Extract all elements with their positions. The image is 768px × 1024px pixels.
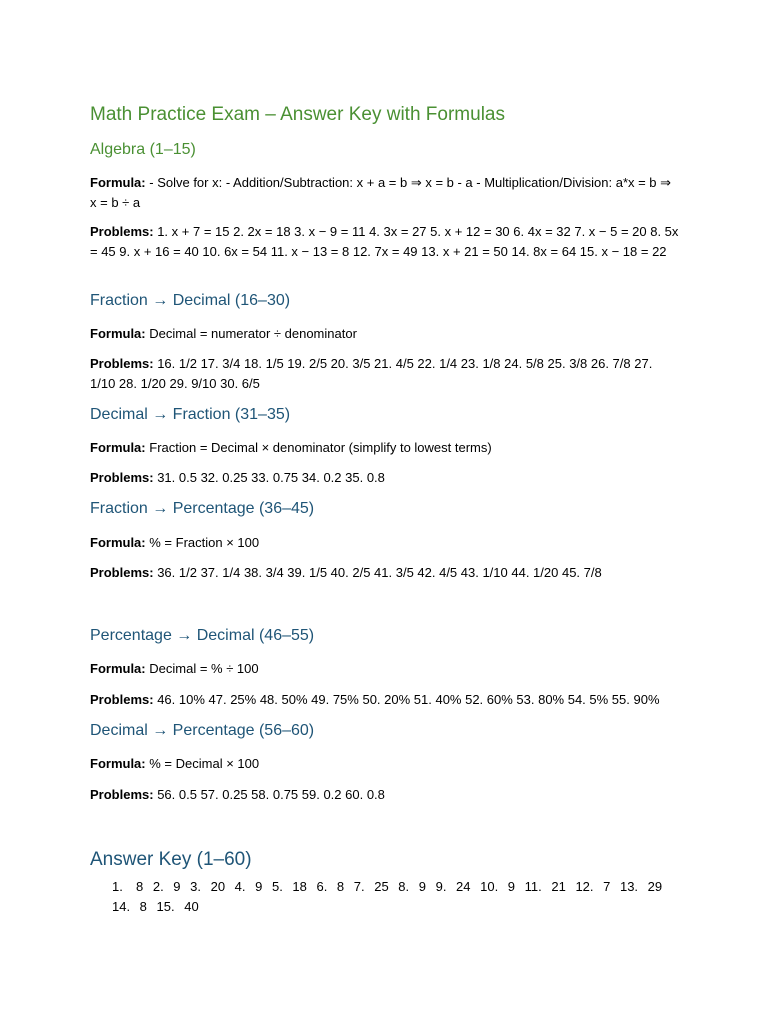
formula-label: Formula: [90, 756, 146, 771]
answer-key-heading: Answer Key (1–60) [90, 849, 252, 870]
section-heading-algebra: Algebra (1–15) [90, 141, 196, 158]
section-heading-decimal-percentage: Decimal → Percentage (56–60) [90, 722, 315, 739]
fraction-decimal-formula [90, 324, 680, 344]
problems-text: 31. 0.5 32. 0.25 33. 0.75 34. 0.2 35. 0.8 [157, 470, 385, 485]
decimal-fraction-formula [90, 438, 680, 458]
formula-text: % = Fraction × 100 [149, 535, 260, 550]
percentage-decimal-problems [90, 690, 680, 710]
formula-text: Fraction = Decimal × denominator (simplify to lowest terms) [149, 440, 492, 455]
section-heading-fraction-decimal: Fraction → Decimal (16–30) [90, 292, 291, 309]
decimal-percentage-formula [90, 754, 680, 774]
answer-key-text: 8 2. 9 3. 20 4. 9 5. 18 6. 8 7. 25 8. 9 9. 24 10. 9 11. 21 12. 7 13. 29 14. 8 15. 40 [112, 879, 663, 914]
list-marker: 1. [112, 879, 123, 894]
formula-text: Decimal = % ÷ 100 [149, 661, 259, 676]
problems-label: Problems: [90, 565, 154, 580]
problems-label: Problems: [90, 692, 154, 707]
formula-label: Formula: [90, 661, 146, 676]
section-heading-decimal-fraction: Decimal → Fraction (31–35) [90, 406, 291, 423]
problems-label: Problems: [90, 356, 154, 371]
problems-label: Problems: [90, 470, 154, 485]
percentage-decimal-formula [90, 659, 680, 679]
answer-key-list [112, 877, 672, 917]
formula-label: Formula: [90, 535, 146, 550]
decimal-fraction-problems [90, 468, 680, 488]
fraction-decimal-problems [90, 354, 680, 394]
algebra-formula [90, 173, 680, 213]
formula-label: Formula: [90, 175, 146, 190]
formula-label: Formula: [90, 326, 146, 341]
problems-text: 36. 1/2 37. 1/4 38. 3/4 39. 1/5 40. 2/5 41. 3/5 42. 4/5 43. 1/10 44. 1/20 45. 7/8 [157, 565, 602, 580]
fraction-percentage-formula [90, 533, 680, 553]
formula-text: - Solve for x: - Addition/Subtraction: x + a = b ⇒ x = b - a - Multiplication/Division: a*x = b ⇒ x = b ÷ a [90, 175, 672, 210]
document-title: Math Practice Exam – Answer Key with Formulas [90, 104, 505, 125]
fraction-percentage-problems [90, 563, 680, 583]
list-item [112, 877, 672, 917]
problems-text: 16. 1/2 17. 3/4 18. 1/5 19. 2/5 20. 3/5 21. 4/5 22. 1/4 23. 1/8 24. 5/8 25. 3/8 26. 7/8 27. 1/10 28. 1/20 29. 9/10 30. 6/5 [90, 356, 653, 391]
formula-text: % = Decimal × 100 [149, 756, 260, 771]
decimal-percentage-problems [90, 785, 680, 805]
formula-label: Formula: [90, 440, 146, 455]
section-heading-percentage-decimal: Percentage → Decimal (46–55) [90, 627, 315, 644]
problems-text: 1. x + 7 = 15 2. 2x = 18 3. x − 9 = 11 4. 3x = 27 5. x + 12 = 30 6. 4x = 32 7. x − 5 = 20 8. 5x = 45 9. x + 16 = 40 10. 6x = 54 11. x − 13 = 8 12. 7x = 49 13. x + 21 = 50 14. 8x = 64 15. x − 18 = 22 [90, 224, 679, 259]
algebra-problems [90, 222, 680, 262]
formula-text: Decimal = numerator ÷ denominator [149, 326, 357, 341]
problems-text: 46. 10% 47. 25% 48. 50% 49. 75% 50. 20% 51. 40% 52. 60% 53. 80% 54. 5% 55. 90% [157, 692, 660, 707]
problems-text: 56. 0.5 57. 0.25 58. 0.75 59. 0.2 60. 0.8 [157, 787, 385, 802]
problems-label: Problems: [90, 787, 154, 802]
problems-label: Problems: [90, 224, 154, 239]
section-heading-fraction-percentage: Fraction → Percentage (36–45) [90, 500, 315, 517]
